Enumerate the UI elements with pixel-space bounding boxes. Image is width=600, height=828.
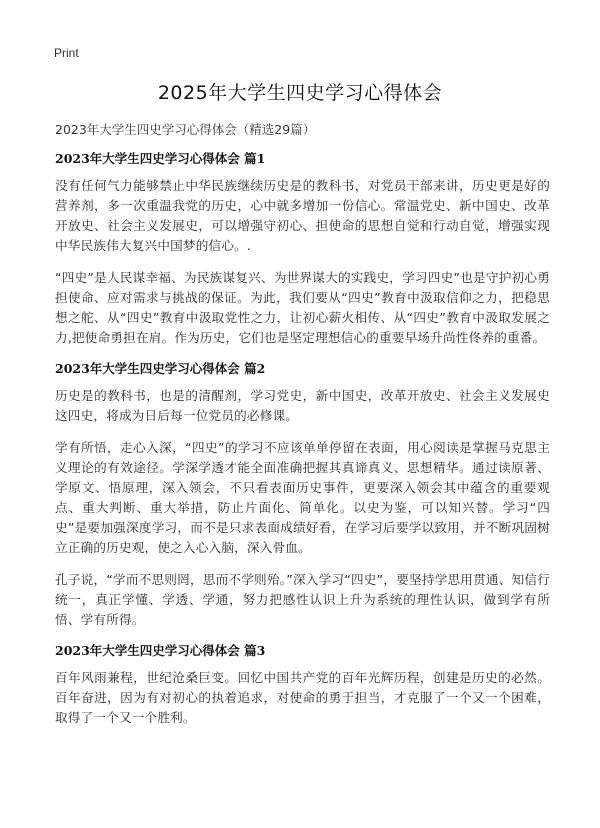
print-label: Print (54, 46, 79, 60)
section-3 (55, 642, 550, 728)
paragraph: 历史是的教科书，也是的清醒剂，学习党史，新中国史，改革开放史、社会主义发展史这四史，将成为日后每一位党员的必修课。 (55, 388, 550, 423)
document-body (55, 150, 550, 740)
document-subtitle: 2023年大学生四史学习心得体会（精选29篇） (55, 122, 316, 137)
section-heading: 2023年大学生四史学习心得体会 篇3 (55, 643, 266, 658)
paragraph: 孔子说，“学而不思则罔，思而不学则殆。”深入学习“四史”，要坚持学思用贯通、知信行统一，真正学懂、学透、学通，努力把感性认识上升为系统的理性认识，做到学有所悟、学有所得。 (55, 572, 550, 627)
paragraph: 学有所悟，走心入深，“四史”的学习不应该单单停留在表面，用心阅读是掌握马克思主义理论的有效途径。学深学透才能全面准确把握其真谛真义、思想精华。通过读原著、学原文、悟原理，深入领会，不只看表面历史事件，更要深入领会其中蕴含的重要观点、重大判断、重大举措，防止片面化、简单化。以史为鉴，可以知兴替。学习“四史”是要加强深度学习，而不是只求表面成绩好看，在学习后要学以致用，并不断巩固树立正确的历史观，使之入心入脑，深入骨血。 (55, 440, 550, 555)
section-heading: 2023年大学生四史学习心得体会 篇1 (55, 151, 266, 166)
paragraph: 没有任何气力能够禁止中华民族继续历史是的教科书，对党员干部来讲，历史更是好的营养剂，多一次重温我党的历史，心中就多增加一份信心。常温党史、新中国史、改革开放史、社会主义发展史，可以增强守初心、担使命的思想自觉和行动自觉，增强实现中华民族伟大复兴中国梦的信心。. (55, 178, 550, 253)
document-title: 2025年大学生四史学习心得体会 (157, 82, 443, 104)
section-1 (55, 150, 550, 348)
paragraph: “四史”是人民谋幸福、为民族谋复兴、为世界谋大的实践史，学习四史”也是守护初心勇担使命、应对需求与挑战的保证。为此，我们要从“四史”教育中汲取信仰之力，把稳思想之舵、从“四史”教育中汲取党性之力，让初心薪火相传、从“四史”教育中汲取发展之力,把使命勇担在肩。作为历史，它们也是坚定理想信心的重要早场升尚性佟养的重番。 (55, 270, 550, 345)
paragraph: 百年风雨兼程，世纪沧桑巨变。回忆中国共产党的百年光辉历程，创建是历史的必然。百年奋进，因为有对初心的执着追求，对使命的勇于担当，才克服了一个又一个困难，取得了一个又一个胜利。 (55, 670, 550, 725)
section-2 (55, 360, 550, 630)
section-heading: 2023年大学生四史学习心得体会 篇2 (55, 361, 266, 376)
